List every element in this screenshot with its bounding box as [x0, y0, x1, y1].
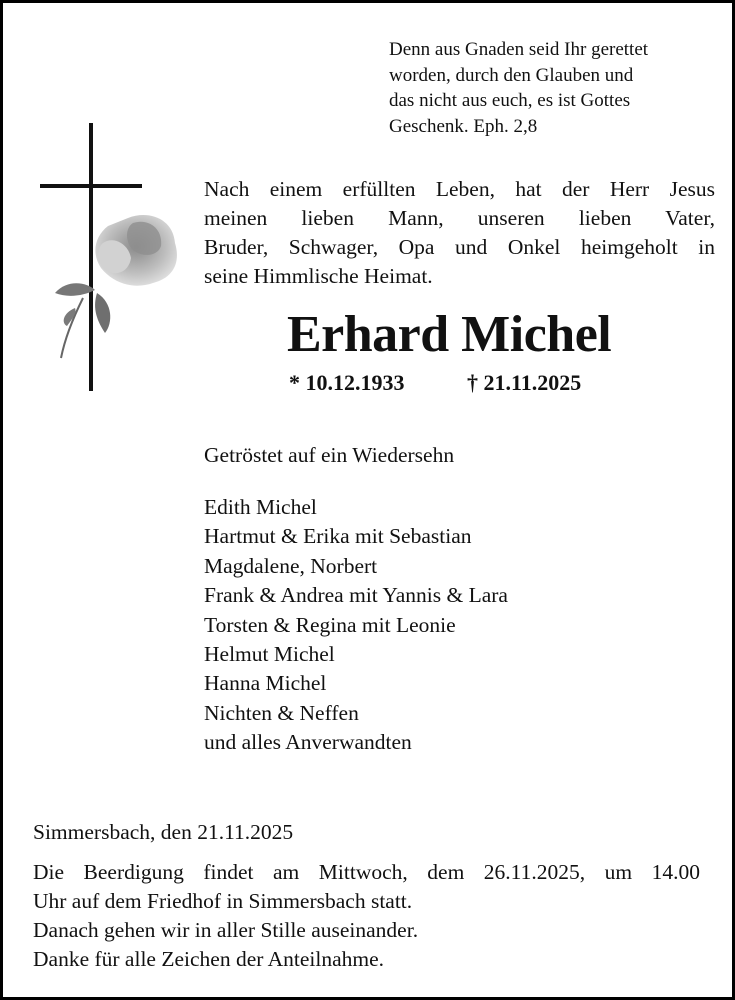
mourner: Frank & Andrea mit Yannis & Lara — [204, 583, 508, 608]
intro-line: seine Himmlische Heimat. — [204, 264, 433, 288]
mourner: Torsten & Regina mit Leonie — [204, 612, 456, 637]
mourner: Hanna Michel — [204, 671, 327, 696]
mourner: Nichten & Neffen — [204, 700, 359, 725]
mourner: Edith Michel — [204, 495, 317, 519]
intro-line: Bruder, Schwager, Opa und Onkel heimgeholt in — [204, 235, 715, 259]
consolation-text: Getröstet auf ein Wiedersehn — [204, 443, 455, 467]
mourner: Hartmut & Erika mit Sebastian — [204, 524, 472, 549]
verse-line: worden, durch den Glauben und — [389, 64, 634, 86]
funeral-info — [33, 858, 700, 974]
intro-text — [204, 175, 715, 291]
funeral-line: Danke für alle Zeichen der Anteilnahme. — [33, 947, 385, 971]
funeral-line: Die Beerdigung findet am Mittwoch, dem 26.11.2025, um 14.00 — [33, 860, 700, 884]
birth-date: * 10.12.1933 — [289, 370, 405, 395]
intro-line: Nach einem erfüllten Leben, hat der Herr Jesus — [204, 177, 715, 201]
place-date: Simmersbach, den 21.11.2025 — [33, 820, 294, 844]
mourner: Magdalene, Norbert — [204, 553, 378, 578]
death-date: † 21.11.2025 — [467, 370, 582, 395]
mourner: Helmut Michel — [204, 642, 335, 667]
intro-line: meinen lieben Mann, unseren lieben Vater, — [204, 206, 715, 230]
funeral-line: Danach gehen wir in aller Stille auseinander. — [33, 918, 419, 942]
mourners-list — [204, 493, 508, 758]
verse-line: Geschenk. Eph. 2,8 — [389, 116, 538, 138]
cross-with-rose-icon — [33, 118, 193, 398]
funeral-line: Uhr auf dem Friedhof in Simmersbach statt. — [33, 889, 413, 913]
verse-line: das nicht aus euch, es ist Gottes — [389, 90, 631, 112]
bible-verse — [389, 37, 719, 140]
verse-line: Denn aus Gnaden seid Ihr gerettet — [389, 39, 649, 60]
deceased-name: Erhard Michel — [287, 306, 612, 363]
mourner: und alles Anverwandten — [204, 730, 412, 755]
